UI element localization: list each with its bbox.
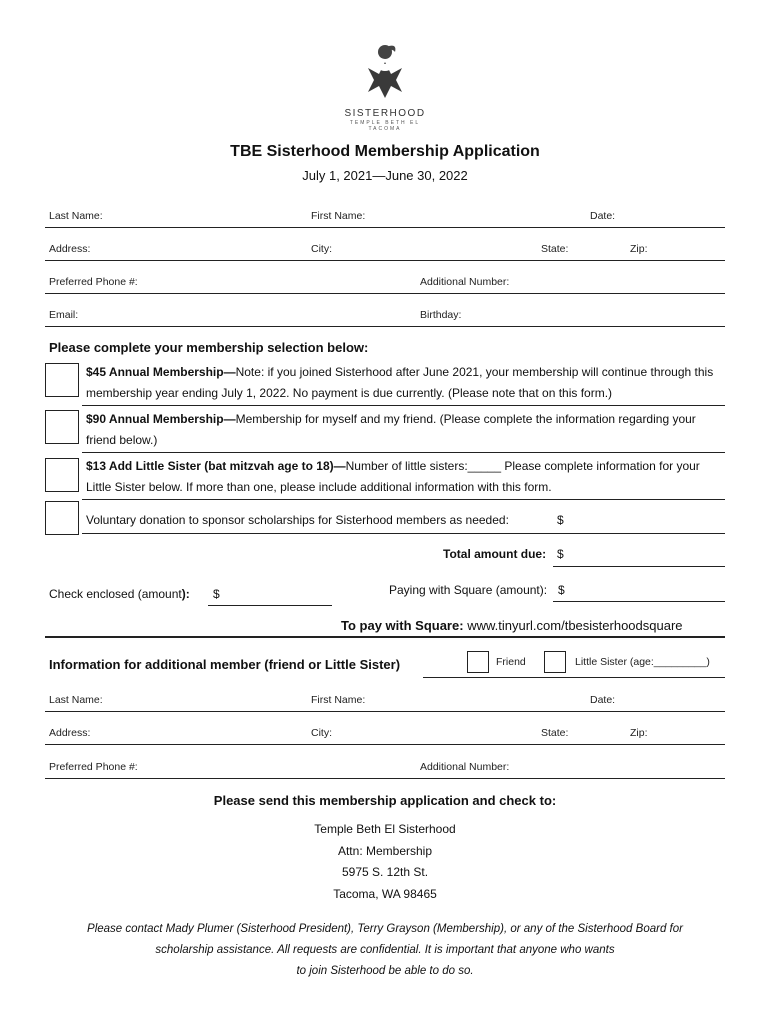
mail-address-line-2: Attn: Membership [337,844,433,858]
city-label: City: [311,243,332,255]
am-zip-label: Zip: [630,727,648,739]
friend-checkbox[interactable] [467,651,489,673]
option-13-text: $13 Add Little Sister (bat mitzvah age to 18)—Number of little sisters:_____ Please complete information for your Little Sister below. If more than one, please include additional information with this form. [86,459,700,494]
donation-currency: $ [557,513,564,527]
phone-field[interactable] [45,293,725,294]
mail-address-line-4: Tacoma, WA 98465 [333,887,437,901]
donation-label: Voluntary donation to sponsor scholarships for Sisterhood members as needed: [86,513,509,527]
am-last-name-field[interactable] [45,711,725,712]
check-amount-field[interactable] [208,605,332,606]
am-phone-label: Preferred Phone #: [49,761,138,773]
logo-sub2: TACOMA [368,126,402,132]
option-90-text: $90 Annual Membership—Membership for myself and my friend. (Please complete the information regarding your friend below.) [86,412,696,447]
mail-address-line-1: Temple Beth El Sisterhood [314,822,456,836]
page-subtitle: July 1, 2021—June 30, 2022 [302,168,468,183]
option-13-checkbox[interactable] [45,458,79,492]
email-label: Email: [49,309,79,321]
option-45-checkbox[interactable] [45,363,79,397]
am-address-field[interactable] [45,744,725,745]
first-name-label: First Name: [311,210,366,222]
send-heading: Please send this membership application and check to: [213,793,557,808]
friend-label: Friend [496,656,526,668]
am-address-label: Address: [49,727,91,739]
am-phone-field[interactable] [45,778,725,779]
mail-address-line-3: 5975 S. 12th St. [341,865,429,879]
footer-note-line-1: Please contact Mady Plumer (Sisterhood President), Terry Grayson (Membership), or any of the Sisterhood Board for [87,923,683,935]
am-city-label: City: [311,727,332,739]
footer-note-line-3: to join Sisterhood be able to do so. [296,965,474,977]
square-currency: $ [558,583,565,597]
total-currency: $ [557,547,564,561]
am-additional-number-label: Additional Number: [420,761,510,773]
square-amount-field[interactable] [553,601,725,602]
state-label: State: [541,243,569,255]
last-name-field[interactable] [45,227,725,228]
square-pay-line: To pay with Square: www.tinyurl.com/tbesisterhoodsquare [341,618,683,633]
square-label: Paying with Square (amount): [389,583,548,597]
am-date-label: Date: [590,694,616,706]
total-label: Total amount due: [443,547,547,561]
option-90-checkbox[interactable] [45,410,79,444]
birthday-label: Birthday: [420,309,462,321]
am-first-name-label: First Name: [311,694,366,706]
zip-label: Zip: [630,243,648,255]
donation-amount-field[interactable] [82,533,725,534]
last-name-label: Last Name: [49,210,103,222]
address-field[interactable] [45,260,725,261]
option-45-text: $45 Annual Membership—Note: if you joined Sisterhood after June 2021, your membership will continue through this membership year ending July 1, 2022. No payment is due currently. (Please note that on this form.) [86,365,714,400]
page-title: TBE Sisterhood Membership Application [230,143,540,160]
logo-name: SISTERHOOD [344,108,426,119]
additional-member-heading: Information for additional member (friend or Little Sister) [49,657,401,672]
total-amount-field[interactable] [553,566,725,567]
additional-number-label: Additional Number: [420,276,510,288]
logo-sub1: TEMPLE BETH EL [349,120,421,126]
little-sister-label: Little Sister (age:_________) [575,656,710,668]
square-url-link[interactable]: www.tinyurl.com/tbesisterhoodsquare [467,618,683,633]
check-label: Check enclosed (amount): [49,587,190,601]
address-label: Address: [49,243,91,255]
selection-heading: Please complete your membership selection below: [49,340,369,355]
logo-figure-icon [335,38,435,100]
am-state-label: State: [541,727,569,739]
email-field[interactable] [45,326,725,327]
phone-label: Preferred Phone #: [49,276,138,288]
footer-note-line-2: scholarship assistance. All requests are confidential. It is important that anyone who wants [155,944,615,956]
donation-checkbox[interactable] [45,501,79,535]
date-label: Date: [590,210,616,222]
sisterhood-logo [335,38,435,133]
am-last-name-label: Last Name: [49,694,103,706]
check-currency: $ [213,587,220,601]
little-sister-checkbox[interactable] [544,651,566,673]
